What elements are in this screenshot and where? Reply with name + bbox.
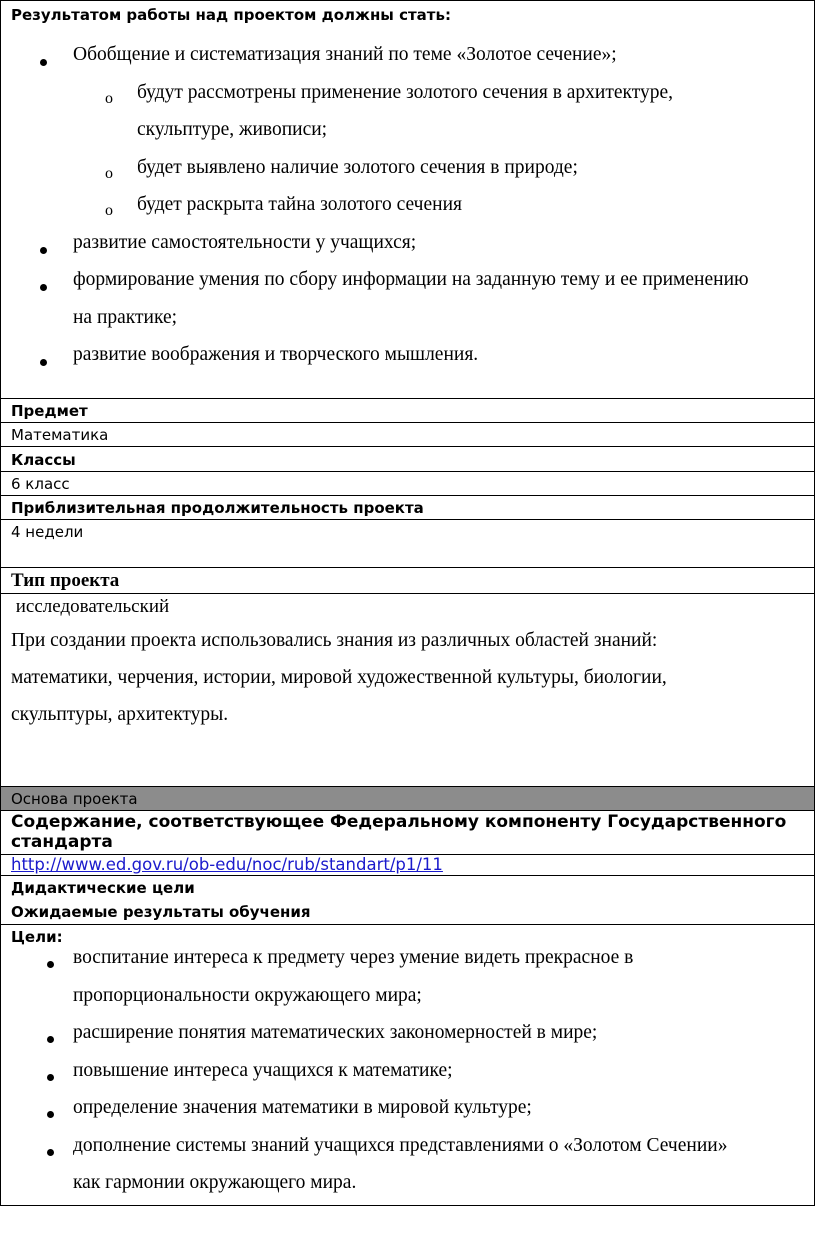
standard-link-cell	[0, 854, 815, 875]
goals-cell	[0, 924, 815, 1206]
goal-bullet-dot	[47, 961, 54, 968]
content-standard-line-2: стандарта	[11, 832, 113, 852]
results-item-line: будет выявлено наличие золотого сечения в природе;	[137, 156, 578, 178]
standard-link[interactable]: http://www.ed.gov.ru/ob-edu/noc/rub/standart/p1/11	[11, 855, 443, 874]
classes-label: Классы	[11, 451, 76, 469]
duration-label-cell	[0, 495, 815, 519]
goal-item-line: повышение интереса учащихся к математике;	[73, 1059, 453, 1081]
results-item-line: формирование умения по сбору информации на заданную тему и ее применению	[73, 269, 749, 290]
classes-value-cell	[0, 471, 815, 495]
duration-value: 4 недели	[11, 523, 84, 541]
goal-bullet-dot	[47, 1149, 54, 1156]
results-item-line: развитие воображения и творческого мышления.	[73, 344, 479, 365]
goal-item-line: как гармонии окружающего мира.	[73, 1172, 357, 1193]
goal-bullet-dot	[47, 1074, 54, 1081]
classes-label-cell	[0, 446, 815, 471]
goals-label: Цели:	[11, 928, 63, 946]
bullet-dot	[40, 284, 47, 291]
classes-value: 6 класс	[11, 475, 70, 493]
results-cell	[0, 0, 815, 398]
didactic-cell	[0, 875, 815, 924]
sub-bullet-marker: o	[105, 202, 113, 219]
bullet-dot	[40, 247, 47, 254]
content-standard-cell	[0, 810, 815, 854]
goal-bullet-dot	[47, 1036, 54, 1043]
sub-bullet-marker: o	[105, 89, 113, 107]
bullet-dot	[40, 59, 47, 66]
subject-value: Математика	[11, 426, 109, 444]
basis-label: Основа проекта	[11, 790, 138, 808]
subject-label-cell	[0, 398, 815, 422]
project-type-label-cell	[0, 567, 815, 593]
results-heading: Результатом работы над проектом должны стать:	[11, 6, 451, 24]
results-item-line: на практике;	[73, 306, 178, 328]
goal-item-line: определение значения математики в мировой культуре;	[73, 1097, 532, 1118]
didactic-label: Дидактические цели	[11, 879, 195, 897]
results-item-line: Обобщение и систематизация знаний по теме «Золотое сечение»;	[73, 44, 617, 65]
sub-bullet-marker: o	[105, 164, 113, 182]
project-type-label: Тип проекта	[11, 570, 120, 591]
subject-value-cell	[0, 422, 815, 446]
project-type-paragraph-line-1: При создании проекта использовались знания из различных областей знаний:	[11, 630, 658, 651]
project-type-value-cell	[0, 593, 815, 786]
goal-item-line: пропорциональности окружающего мира;	[73, 984, 422, 1006]
goal-item-line: расширение понятия математических закономерностей в мире;	[73, 1022, 598, 1043]
results-item-line: скульптуре, живописи;	[137, 119, 328, 140]
expected-label: Ожидаемые результаты обучения	[11, 903, 311, 921]
results-item-line: будут рассмотрены применение золотого сечения в архитектуре,	[137, 81, 674, 103]
subject-label: Предмет	[11, 402, 88, 420]
project-type-paragraph-line-2: математики, черчения, истории, мировой художественной культуры, биологии,	[11, 667, 667, 688]
basis-label-cell	[0, 786, 815, 810]
results-item-line: развитие самостоятельности у учащихся;	[73, 231, 417, 253]
goal-item-line: воспитание интереса к предмету через умение видеть прекрасное в	[73, 947, 634, 968]
goal-item-line: дополнение системы знаний учащихся представлениями о «Золотом Сечении»	[73, 1134, 728, 1156]
results-item-line: будет раскрыта тайна золотого сечения	[137, 194, 462, 215]
content-standard-line-1: Содержание, соответствующее Федеральному компоненту Государственного	[11, 812, 787, 832]
project-type-value: исследовательский	[11, 596, 170, 617]
duration-value-cell	[0, 519, 815, 567]
project-type-paragraph-line-3: скульптуры, архитектуры.	[11, 704, 229, 725]
goal-bullet-dot	[47, 1111, 54, 1118]
duration-label: Приблизительная продолжительность проекта	[11, 499, 424, 517]
bullet-dot	[40, 359, 47, 366]
